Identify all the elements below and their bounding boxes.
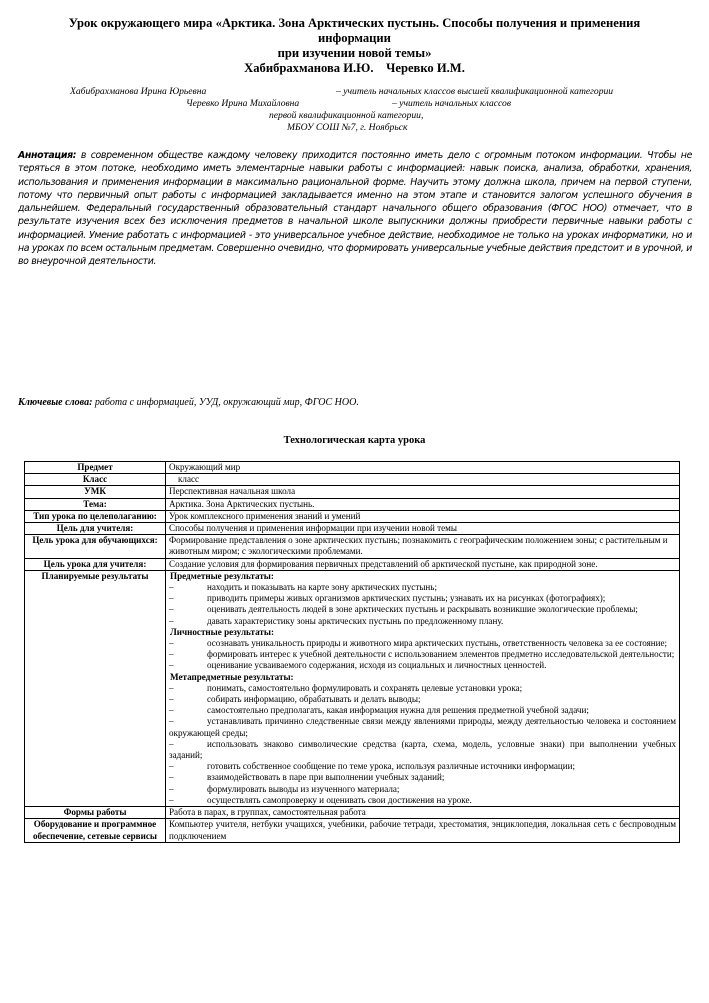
- result-item: [169, 694, 676, 705]
- dash-bullet: –: [169, 604, 174, 615]
- dash-bullet: –: [169, 638, 174, 649]
- row-key: Оборудование и программное обеспечение, сетевые сервисы: [25, 819, 166, 842]
- author-2-name: Черевко Ирина Михайловна: [186, 98, 300, 109]
- result-text: готовить собственное сообщение по теме урока, используя различные источники информации;: [207, 761, 576, 772]
- result-item: [169, 582, 676, 593]
- row-value: Арктика. Зона Арктических пустынь.: [166, 498, 680, 510]
- result-item: [169, 761, 676, 772]
- table-row: [25, 819, 680, 842]
- dash-bullet: –: [169, 783, 174, 794]
- row-key: Предмет: [25, 462, 166, 474]
- result-text: оценивать деятельность людей в зоне арктических пустынь и раскрывать возникшие экологические проблемы;: [207, 604, 638, 615]
- row-value: Окружающий мир: [166, 462, 680, 474]
- table-row: [25, 570, 680, 806]
- keywords: [18, 396, 692, 409]
- title-line: при изучении новой темы»: [277, 46, 432, 60]
- result-text: осуществлять самопроверку и оценивать свои достижения на уроке.: [207, 794, 472, 805]
- row-value: Создание условия для формирования первичных представлений об арктической пустыне, как природной зоне.: [166, 558, 680, 570]
- result-item: [169, 616, 676, 627]
- annotation-text: в современном обществе каждому человеку приходится постоянно иметь дело с огромным потоком информации. Чтобы не теряться в этом потоке, необходимо иметь элементарные навыки работы с информацией: навык поиска, анализа, обработки, хранения, использования и применения информации в максимально рациональной форме. Научить этому должна школа, причем на первой ступени, потому что первичный опыт работы с информацией закладывается именно на этом этапе и становится залогом успешного обучения в дальнейшем. Федеральный государственный образовательный стандарт начального общего образования (ФГОС НОО) отмечает, что в результате изучения всех без исключения предметов в начальной школе выпускники должны приобрести первичные навыки работы с информацией. Умение работать с информацией - это универсальное учебное действие, необходимое не только на уроках информатики, но и на уроках по всем остальным предметам. Совершенно очевидно, что формировать универсальные учебные действия предстоит и в урочной, и во внеурочной деятельности.: [18, 150, 692, 268]
- dash-bullet: –: [169, 615, 174, 626]
- school-name: МБОУ СОШ №7, г. Ноябрьск: [287, 122, 408, 133]
- result-text: осознавать уникальность природы и животного мира арктических пустынь, ответственность человека за ее состояние;: [207, 638, 668, 649]
- table-row: [25, 535, 680, 558]
- results-subheading: Предметные результаты:: [170, 570, 274, 581]
- dash-bullet: –: [169, 738, 174, 749]
- result-text: собирать информацию, обрабатывать и делать выводы;: [207, 694, 421, 705]
- results-subheading: Метапредметные результаты:: [170, 671, 294, 682]
- author-1-name: Хабибрахманова Ирина Юрьевна: [70, 86, 207, 97]
- meta-results-list: [169, 683, 676, 806]
- result-item: [169, 772, 676, 783]
- row-value: Урок комплексного применения знаний и умений: [166, 510, 680, 522]
- table-row: [25, 462, 680, 474]
- result-text: приводить примеры живых организмов арктических пустынь; узнавать их на рисунках (фотографиях);: [207, 593, 606, 604]
- dash-bullet: –: [169, 593, 174, 604]
- result-item: [169, 593, 676, 604]
- subject-results-list: [169, 582, 676, 627]
- title-line: информации: [318, 31, 391, 45]
- author-1-role: – учитель начальных классов высшей квалификационной категории: [336, 86, 614, 97]
- dash-bullet: –: [169, 660, 174, 671]
- table-row: [25, 474, 680, 486]
- keywords-text: работа с информацией, УУД, окружающий мир, ФГОС НОО.: [92, 397, 359, 408]
- personal-results-list: [169, 638, 676, 672]
- article-title: [20, 16, 689, 76]
- result-item: [169, 705, 676, 716]
- row-key: Цель урока для обучающихся:: [25, 535, 166, 558]
- result-item: [169, 716, 676, 738]
- dash-bullet: –: [169, 582, 174, 593]
- author-2-role-cont: первой квалификационной категории,: [269, 110, 424, 121]
- result-text: формировать интерес к учебной деятельности с использованием элементов предметно исследовательской деятельности;: [207, 649, 675, 660]
- table-row: [25, 498, 680, 510]
- result-item: [169, 795, 676, 806]
- result-item: [169, 638, 676, 649]
- row-key: Тип урока по целеполаганию:: [25, 510, 166, 522]
- result-text: понимать, самостоятельно формулировать и сохранять целевые установки урока;: [207, 682, 523, 693]
- result-text: находить и показывать на карте зону арктических пустынь;: [207, 582, 437, 593]
- table-row: [25, 558, 680, 570]
- annotation: [18, 149, 692, 269]
- row-key: Цель для учителя:: [25, 523, 166, 535]
- lesson-card-table: [24, 461, 680, 843]
- author-2-role: – учитель начальных классов: [392, 98, 512, 109]
- result-text: устанавливать причинно следственные связи между явлениями природы, между деятельностью человека и состоянием окружающей среды;: [169, 716, 676, 738]
- row-key: Формы работы: [25, 807, 166, 819]
- table-row: [25, 486, 680, 498]
- result-item: [169, 649, 676, 660]
- row-key: Тема:: [25, 498, 166, 510]
- result-item: [169, 683, 676, 694]
- row-value: Способы получения и применения информации при изучении новой темы: [166, 523, 680, 535]
- dash-bullet: –: [169, 694, 174, 705]
- row-value: класс: [166, 474, 680, 486]
- table-row: [25, 807, 680, 819]
- result-item: [169, 604, 676, 615]
- row-key: УМК: [25, 486, 166, 498]
- row-value: Формирование представления о зоне арктических пустынь; познакомить с географическим положением зоны; с растительным и животным миром; с экологическими проблемами.: [166, 535, 680, 558]
- result-text: использовать знаково символические средства (карта, схема, модель, условные знаки) при выполнении учебных заданий;: [169, 738, 676, 761]
- keywords-label: Ключевые слова:: [18, 397, 93, 408]
- result-item: [169, 739, 676, 761]
- dash-bullet: –: [169, 682, 174, 693]
- annotation-label: Аннотация:: [18, 150, 77, 161]
- row-key: Цель урока для учителя:: [25, 558, 166, 570]
- result-text: формулировать выводы из изученного материала;: [207, 783, 400, 794]
- result-item: [169, 660, 676, 671]
- result-text: оценивание усваиваемого содержания, исходя из социальных и личностных ценностей.: [207, 660, 547, 671]
- row-value: Компьютер учителя, нетбуки учащихся, учебники, рабочие тетради, хрестоматия, энциклопедия, локальная сеть с беспроводным подключением: [166, 819, 680, 842]
- result-text: самостоятельно предполагать, какая информация нужна для решения предметной учебной задачи;: [207, 705, 589, 716]
- result-text: взаимодействовать в паре при выполнении учебных заданий;: [207, 772, 445, 783]
- row-value: Перспективная начальная школа: [166, 486, 680, 498]
- dash-bullet: –: [169, 716, 174, 727]
- dash-bullet: –: [169, 705, 174, 716]
- table-row: [25, 523, 680, 535]
- result-text: давать характеристику зоны арктических пустынь по предложенному плану.: [207, 615, 504, 626]
- row-value: Работа в парах, в группах, самостоятельная работа: [166, 807, 680, 819]
- row-key: Планируемые результаты: [25, 570, 166, 806]
- dash-bullet: –: [169, 761, 174, 772]
- result-item: [169, 784, 676, 795]
- title-line: Урок окружающего мира «Арктика. Зона Арктических пустынь. Способы получения и применения: [68, 16, 641, 30]
- dash-bullet: –: [169, 772, 174, 783]
- dash-bullet: –: [169, 794, 174, 805]
- results-subheading: Личностные результаты:: [170, 626, 275, 637]
- results-cell: [166, 570, 680, 806]
- row-key: Класс: [25, 474, 166, 486]
- dash-bullet: –: [169, 649, 174, 660]
- table-row: [25, 510, 680, 522]
- card-title: Технологическая карта урока: [283, 435, 426, 446]
- title-authors: Хабибрахманова И.Ю. Черевко И.М.: [244, 61, 465, 75]
